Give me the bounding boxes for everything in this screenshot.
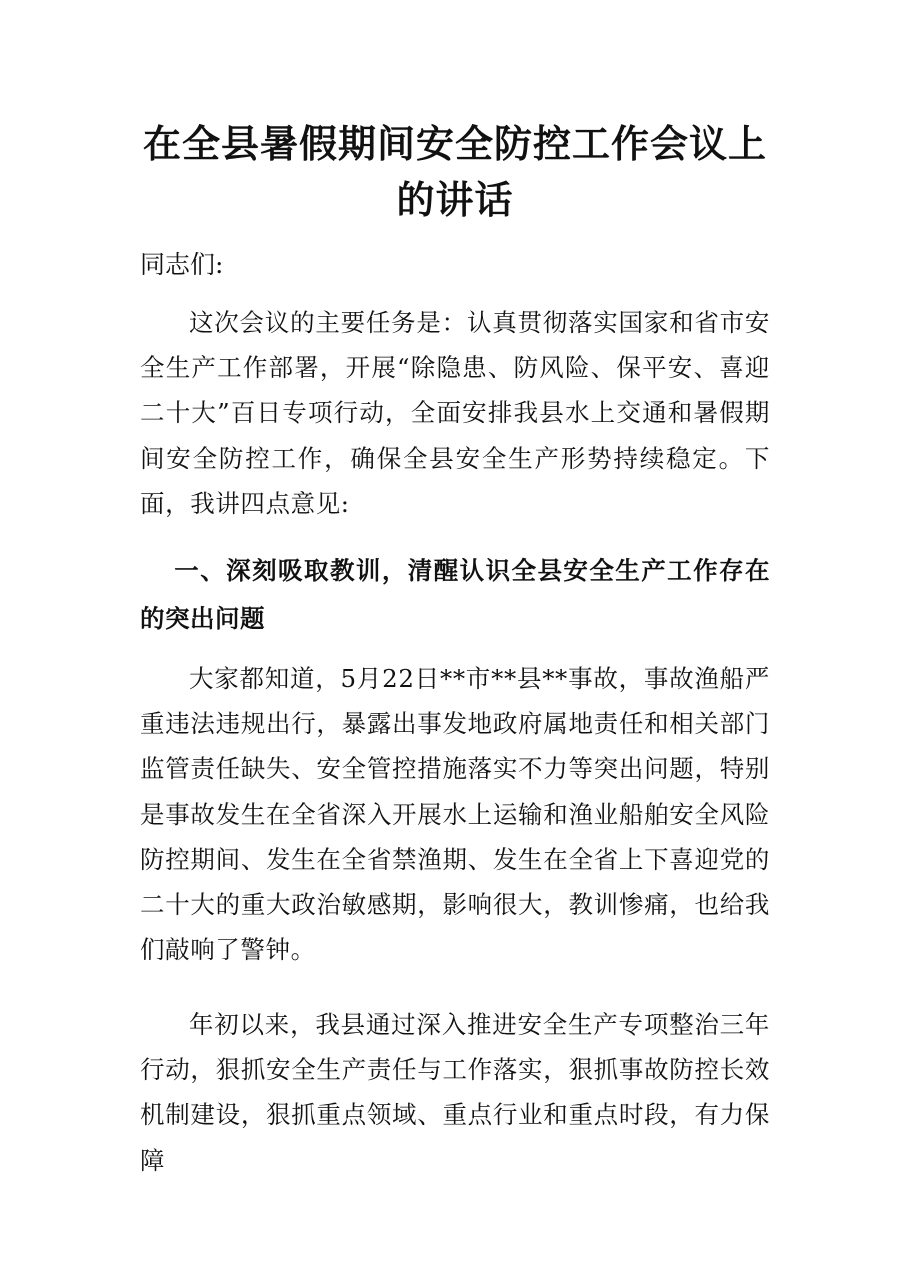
paragraph-progress: 年初以来，我县通过深入推进安全生产专项整治三年行动，狠抓安全生产责任与工作落实，狠抓事故防控长效机制建设，狠抓重点领域、重点行业和重点时段，有力保障: [140, 1010, 770, 1175]
paragraph-intro: 这次会议的主要任务是：认真贯彻落实国家和省市安全生产工作部署，开展“除隐患、防风险、保平安、喜迎二十大”百日专项行动，全面安排我县水上交通和暑假期间安全防控工作，确保全县安全生产形势持续稳定。下面，我讲四点意见:: [140, 308, 770, 518]
paragraph-accident: 大家都知道，5月22日**市**县**事故，事故渔船严重违法违规出行，暴露出事发地政府属地责任和相关部门监管责任缺失、安全管控措施落实不力等突出问题，特别是事故发生在全省深入开展水上运输和渔业船舶安全风险防控期间、发生在全省禁渔期、发生在全省上下喜迎党的二十大的重大政治敏感期，影响很大，教训惨痛，也给我们敲响了警钟。: [140, 664, 770, 965]
salutation: 同志们:: [140, 250, 224, 279]
document-title: 在全县暑假期间安全防控工作会议上的讲话: [142, 121, 767, 222]
section-heading-1: 一、深刻吸取教训，清醒认识全县安全生产工作存在的突出问题: [140, 556, 770, 633]
